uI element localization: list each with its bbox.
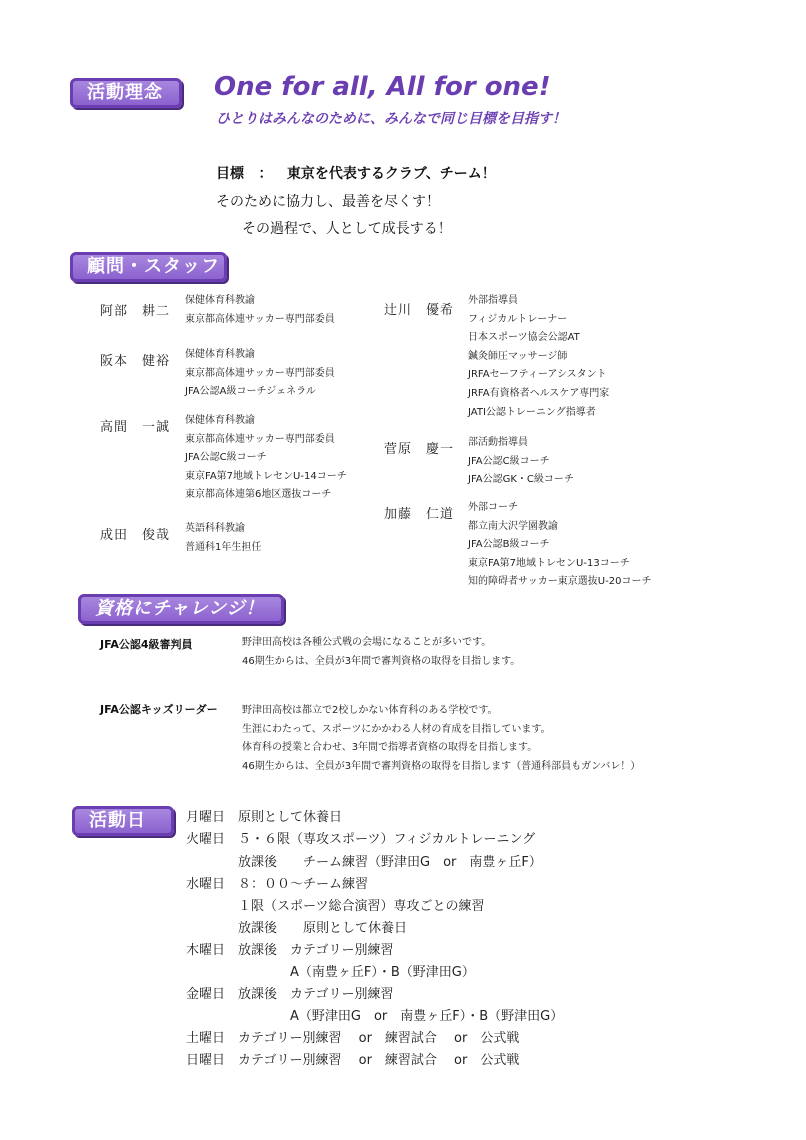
staff-role: JRFA有資格者ヘルスケア専門家 <box>468 387 610 399</box>
staff-role: JFA公認C級コーチ <box>468 455 550 467</box>
goal-label: 目標 <box>216 166 244 182</box>
goal-colon: ： <box>258 166 273 182</box>
motto-title: One for all, All for one! <box>214 72 551 102</box>
staff-roles <box>468 434 574 490</box>
staff-role: 東京FA第7地域トレセンU-14コーチ <box>185 470 347 482</box>
staff-name: 加藤 仁道 <box>384 507 455 522</box>
certification-line: 46期生からは、全員が3年間で審判資格の取得を目指します。 <box>242 655 521 667</box>
staff-role: 外部指導員 <box>468 295 518 306</box>
schedule-line: A（南豊ヶ丘F）・B（野津田G） <box>186 965 475 980</box>
certification-lines <box>242 702 640 776</box>
staff-role: JFA公認GK・C級コーチ <box>468 474 574 486</box>
certification-line: 生涯にわたって、スポーツにかかわる人材の育成を目指しています。 <box>242 723 551 735</box>
staff-role: 都立南大沢学園教諭 <box>468 520 558 532</box>
staff-role: フィジカルトレーナー <box>468 313 568 325</box>
motto-subtitle: ひとりはみんなのために、みんなで同じ目標を目指す！ <box>216 111 566 127</box>
schedule-line: 金曜日 放課後 カテゴリー別練習 <box>186 987 394 1002</box>
certification-title: JFA公認キッズリーダー <box>100 703 218 716</box>
staff-name: 阿部 耕二 <box>100 304 171 319</box>
certification-line: 野津田高校は都立で2校しかない体育科のある学校です。 <box>242 705 498 716</box>
philosophy-badge: 活動理念 <box>70 78 182 108</box>
schedule-line: 火曜日 ５・６限（専攻スポーツ）フィジカルトレーニング <box>186 832 536 847</box>
schedule-line: 土曜日 カテゴリー別練習 or 練習試合 or 公式戦 <box>186 1031 520 1046</box>
staff-roles <box>185 412 347 505</box>
staff-roles <box>468 499 651 592</box>
staff-roles <box>185 346 335 402</box>
staff-role: 保健体育科教諭 <box>185 295 255 306</box>
staff-role: 英語科科教諭 <box>185 523 245 534</box>
staff-role: 外部コーチ <box>468 502 518 513</box>
staff-role: 東京都高体連サッカー専門部委員 <box>185 433 335 445</box>
staff-role: JATI公認トレーニング指導者 <box>468 406 596 418</box>
staff-role: JFA公認C級コーチ <box>185 452 267 464</box>
schedule-line: 放課後 原則として休養日 <box>186 921 408 936</box>
staff-roles <box>468 292 609 422</box>
staff-name: 阪本 健裕 <box>100 354 171 369</box>
schedule-line: １限（スポーツ総合演習）専攻ごとの練習 <box>186 899 485 914</box>
staff-name: 菅原 慶一 <box>384 442 455 457</box>
schedule-line: A（野津田G or 南豊ヶ丘F）・B（野津田G） <box>186 1009 564 1024</box>
staff-role: 部活動指導員 <box>468 437 528 448</box>
schedule-line: 月曜日 原則として休養日 <box>186 810 343 825</box>
staff-role: 東京都高体連サッカー専門部委員 <box>185 367 335 379</box>
staff-role: 東京都高体連第6地区選抜コーチ <box>185 489 332 501</box>
staff-name: 辻川 優希 <box>384 303 455 318</box>
staff-role: 保健体育科教諭 <box>185 415 255 426</box>
staff-role: 日本スポーツ協会公認AT <box>468 332 580 344</box>
certification-line: 野津田高校は各種公式戦の会場になることが多いです。 <box>242 637 492 648</box>
goal-line-2: そのために協力し、最善を尽くす！ <box>216 194 440 210</box>
staff-role: 東京FA第7地域トレセンU-13コーチ <box>468 557 630 569</box>
staff-role: 東京都高体連サッカー専門部委員 <box>185 313 335 325</box>
schedule-line: 日曜日 カテゴリー別練習 or 練習試合 or 公式戦 <box>186 1053 520 1068</box>
staff-role: 保健体育科教諭 <box>185 349 255 360</box>
staff-role: JFA公認B級コーチ <box>468 539 550 551</box>
goal-text: 東京を代表するクラブ、チーム！ <box>286 166 496 182</box>
staff-role: JFA公認A級コーチジェネラル <box>185 386 316 398</box>
staff-name: 高間 一誠 <box>100 420 171 435</box>
staff-role: JRFAセーフティーアシスタント <box>468 369 607 381</box>
staff-badge: 顧問・スタッフ <box>70 252 227 282</box>
certification-lines <box>242 634 520 671</box>
certification-title: JFA公認4級審判員 <box>100 638 193 651</box>
schedule-line: 木曜日 放課後 カテゴリー別練習 <box>186 943 394 958</box>
staff-role: 知的障碍者サッカー東京選抜U-20コーチ <box>468 576 652 588</box>
staff-role: 鍼灸師圧マッサージ師 <box>468 350 568 362</box>
certification-line: 46期生からは、全員が3年間で審判資格の取得を目指します（普通科部員もガンバレ！） <box>242 760 641 772</box>
staff-roles <box>185 292 335 329</box>
staff-name: 成田 俊哉 <box>100 528 171 543</box>
staff-role: 普通科1年生担任 <box>185 541 262 553</box>
staff-roles <box>185 520 261 557</box>
schedule-badge: 活動日 <box>72 806 174 836</box>
certification-badge: 資格にチャレンジ！ <box>78 594 284 624</box>
goal-line-3: その過程で、人として成長する！ <box>242 221 452 237</box>
certification-line: 体育科の授業と合わせ、3年間で指導者資格の取得を目指します。 <box>242 742 538 753</box>
schedule-line: 放課後 チーム練習（野津田G or 南豊ヶ丘F） <box>186 855 542 870</box>
schedule-line: 水曜日 ８：００～チーム練習 <box>186 877 369 892</box>
goal-line-1 <box>216 163 496 183</box>
